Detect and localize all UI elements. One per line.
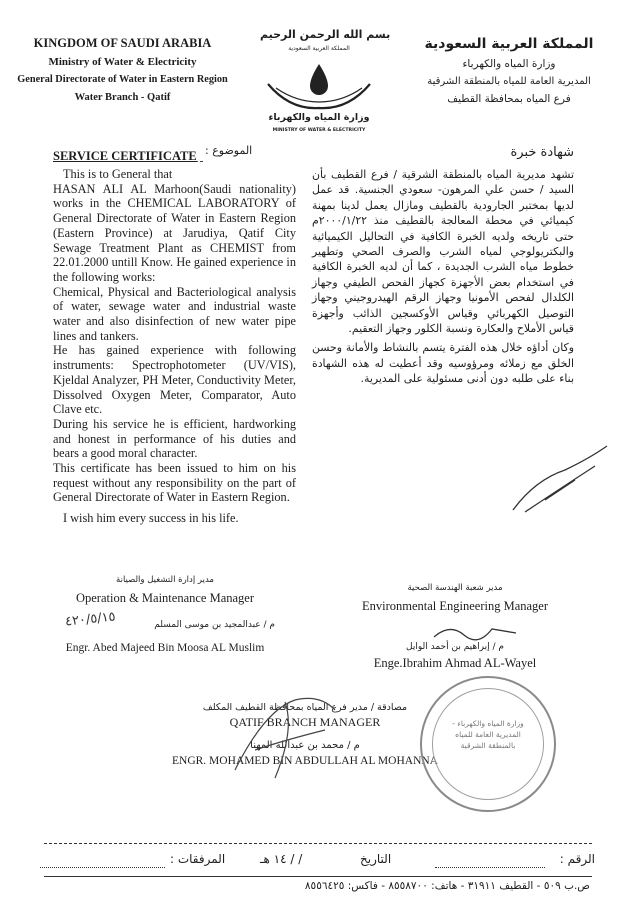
date-value: / / ١٤ هـ [260, 852, 303, 866]
body-en-para-2: HASAN ALI AL Marhoon(Saudi nationality) works in the CHEMICAL LABORATORY of General Directorate of Water in Eastern Region (Eastern Province) at Jarudiya, Qatif City Sewage Treatment Plant as CHEMIST from 22.01.2000 untill Know. He gained experience in the following works: [53, 181, 296, 284]
body-ar-para-1: تشهد مديرية المياه بالمنطقة الشرقية / فرع القطيف بأن السيد / حسن علي المرهون- سعودي الجنسية. قد عمل لديها بمختبر الجارودية بالقطيف ومازال يعمل لدينا بمهنة كيميائي في محطة المعالجة بالقطيف منذ ٢٠٠٠/١/٢٢م حتى تاريخه ولديه الخبرة الكافية في التحاليل الكيميائية والبكتريولوجي لمياه الشرب والصرف الصحي وتطهير خطوط مياه الشرب الجديدة ، كما أن لديه الخبرة الكافية في استخدام بعض الأجهزة كجهاز الفحص الطيفي وجهاز الكلدال لفحص الأمونيا وجهاز الرقم الهيدروجيني وجهاز التوصيل الكهربائي وقياس الأوكسجين الذائب وأجهزة قياس الأملاح والعكارة ونسبة الكلور وجهاز التعقيم. [312, 168, 574, 336]
body-ar-para-2: وكان أداؤه خلال هذه الفترة يتسم بالنشاط والأمانة وحسن الخلق مع زملائه ومرؤوسيه وقد أعطيت له هذه الشهادة بناء على طلبه دون أدنى مسئولية على المديرية. [312, 341, 574, 386]
country-ar: المملكة العربية السعودية [424, 36, 594, 52]
env-title-en: Environmental Engineering Manager [361, 599, 549, 613]
branch-title-en: QATIF BRANCH MANAGER [229, 715, 381, 729]
stamp-text: وزارة المياه والكهرباء - المديرية العامة للمياه بالمنطقة الشرقية [452, 719, 524, 750]
body-en-para-3: Chemical, Physical and Bacteriological analysis of water, sewage water and industrial waste water and also disinfection of new water pipe lines and tankers. [53, 284, 296, 343]
branch-name-en: ENGR. MOHAMED BIN ABDULLAH AL MOHANNA [172, 755, 438, 767]
env-signature-scribble [430, 619, 520, 645]
body-en-para-4: He has gained experience with following instruments: Spectrophotometer (UV/VIS), Kjeldal Analyzer, PH Meter, Conductivity Meter, Dissolved Oxygen Meter, Comparator, Auto Clave etc. [53, 343, 296, 417]
body-en [53, 167, 296, 526]
directorate-en: General Directorate of Water in Eastern Region [17, 74, 228, 85]
logo-ministry-ar: وزارة المياه والكهرباء [268, 112, 370, 123]
basmala: بسم الله الرحمن الرحيم [260, 28, 391, 41]
om-signature-block [55, 575, 275, 654]
branch-signature-scribble [225, 690, 355, 780]
branch-title-ar: مصادقة / مدير فرع المياه بمحافظة القطيف المكلف [202, 702, 408, 713]
footer-divider-top [44, 843, 592, 844]
body-en-para-5: During his service he is efficient, hardworking and honest in performance of his duties and bears a good moral character. [53, 416, 296, 461]
date-label: التاريخ [360, 852, 392, 866]
title-ar: شهادة خبرة [510, 145, 574, 160]
ministry-ar: وزارة المياه والكهرباء [462, 58, 556, 70]
footer-fields [30, 852, 595, 874]
ministry-logo [260, 28, 391, 140]
official-stamp [420, 676, 556, 812]
om-name-ar: م / عبدالمجيد بن موسى المسلم [154, 620, 275, 630]
om-name-en: Engr. Abed Majeed Bin Moosa AL Muslim [65, 642, 265, 654]
footer-address: ص.ب ٥٠٩ - القطيف ٣١٩١١ - هاتف: ٨٥٥٨٧٠٠ - فاكس: ٨٥٥٦٤٢٥ [304, 880, 590, 892]
env-signature-block [350, 583, 560, 671]
subject-label: الموضوع : [205, 144, 253, 157]
handwritten-signature [505, 440, 615, 520]
env-name-en: Enge.Ibrahim Ahmad AL-Wayel [373, 656, 537, 670]
logo-kingdom-ar: المملكة العربية السعودية [288, 45, 350, 52]
number-line [435, 867, 545, 868]
om-title-ar: مدير إدارة التشغيل والصيانة [116, 575, 214, 585]
branch-en: Water Branch - Qatif [74, 92, 171, 103]
env-title-ar: مدير شعبة الهندسة الصحية [407, 583, 503, 593]
body-en-para-1: This is to General that [63, 167, 173, 181]
ministry-en: Ministry of Water & Electricity [48, 56, 197, 68]
body-en-para-6: This certificate has been issued to him on his request without any responsibility on the part of General Directorate of Water in Eastern Region. [53, 461, 296, 505]
body-ar [312, 167, 574, 387]
branch-ar: فرع المياه بمحافظة القطيف [447, 93, 571, 105]
country-en: KINGDOM OF SAUDI ARABIA [33, 36, 212, 50]
header-en [0, 36, 245, 103]
directorate-ar: المديرية العامة للمياه بالمنطقة الشرقية [427, 76, 591, 87]
footer-divider-bottom [44, 876, 592, 877]
env-name-ar: م / إبراهيم بن أحمد الوايل [406, 642, 504, 652]
attachments-label: المرفقات : [170, 852, 226, 866]
attachments-line [40, 867, 165, 868]
logo-ministry-en: MINISTRY OF WATER & ELECTRICITY [272, 128, 366, 133]
number-label: الرقم : [559, 852, 595, 866]
handwritten-date: ٤٢٠/٥/١٥ [64, 609, 117, 630]
om-title-en: Operation & Maintenance Manager [75, 591, 255, 605]
water-drop-icon [260, 62, 378, 112]
body-en-para-7: I wish him every success in his life. [63, 511, 239, 526]
header-ar [395, 36, 623, 105]
branch-name-ar: م / محمد بن عبدالله المهنا [250, 740, 360, 751]
title-en: SERVICE CERTIFICATE [53, 149, 197, 163]
